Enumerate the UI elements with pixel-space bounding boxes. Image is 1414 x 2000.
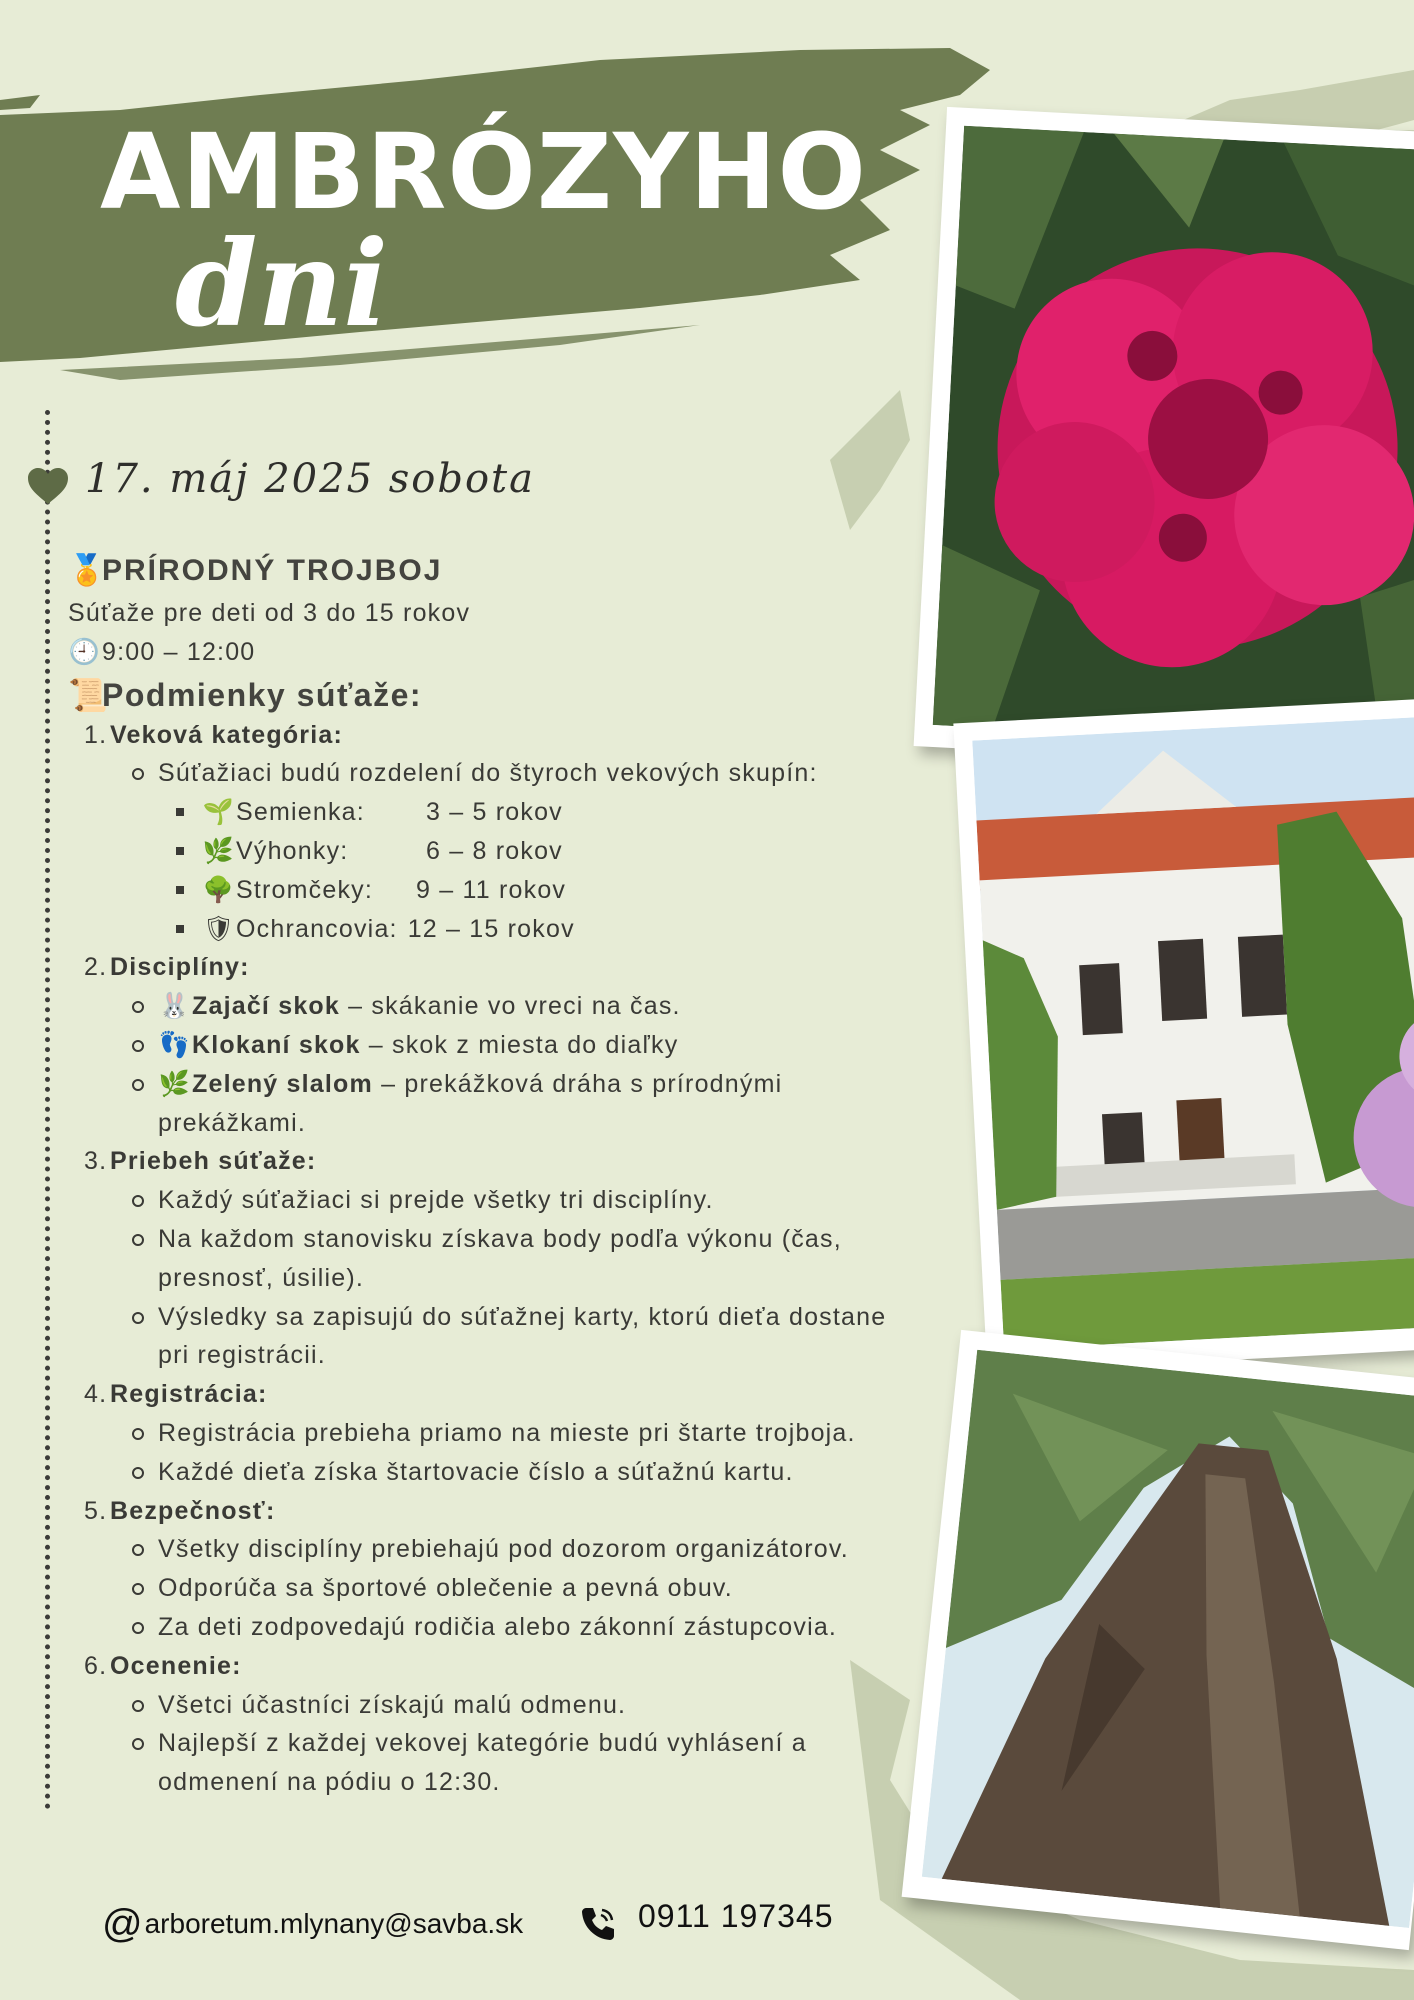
rabbit-icon: 🐰 xyxy=(158,991,192,1021)
list-item: Každé dieťa získa štartovacie číslo a súťažnú kartu. xyxy=(158,1453,928,1492)
event-date: 17. máj 2025 sobota xyxy=(85,456,535,502)
tree-icon: 🌳 xyxy=(202,874,236,904)
category-item: 🌱Semienka: 3 – 5 rokov xyxy=(202,793,928,832)
condition-registration: Registrácia: Registrácia prebieha priamo na mieste pri štarte trojboja. Každé dieťa získa štartovacie číslo a súťažnú kartu. xyxy=(90,1375,928,1491)
clock-icon: 🕘 xyxy=(68,636,102,666)
contact-email[interactable]: @arboretum.mlynany@savba.sk xyxy=(102,1902,524,1946)
scroll-icon: 📜 xyxy=(68,675,110,714)
shield-icon: 🛡 xyxy=(202,913,236,943)
condition-disciplines: Disciplíny: 🐰Zajačí skok – skákanie vo vreci na čas. 👣Klokaní skok – skok z miesta do diaľky 🌿Zelený slalom – prekážková dráha s prírodnými prekážkami. xyxy=(90,948,928,1142)
tree-trunk-photo xyxy=(902,1330,1414,1950)
herb-icon: 🌿 xyxy=(202,835,236,865)
list-item: Za deti zodpovedajú rodičia alebo zákonní zástupcovia. xyxy=(158,1608,928,1647)
list-item: Výsledky sa zapisujú do súťažnej karty, ktorú dieťa dostane pri registrácii. xyxy=(158,1298,928,1376)
page-title: AMBRÓZYHO xyxy=(100,111,867,233)
category-item: 🌳Stromčeky: 9 – 11 rokov xyxy=(202,871,928,910)
condition-safety: Bezpečnosť: Všetky disciplíny prebiehajú pod dozorom organizátorov. Odporúča sa športové oblečenie a pevná obuv. Za deti zodpovedajú rodičia alebo zákonní zástupcovia. xyxy=(90,1492,928,1647)
discipline-item: 🌿Zelený slalom – prekážková dráha s prírodnými prekážkami. xyxy=(158,1065,928,1143)
manor-house-photo xyxy=(953,697,1414,1372)
footprints-icon: 👣 xyxy=(158,1029,192,1059)
herb-icon: 🌿 xyxy=(158,1068,192,1098)
condition-age-category: Veková kategória: Súťažiaci budú rozdelení do štyroch vekových skupín: 🌱Semienka: 3 – 5 rokov 🌿Výhonky: 6 – 8 rokov 🌳Stromčeky: 9 – 11 rokov 🛡Ochrancovia: 12 – 15 rokov xyxy=(90,716,928,949)
list-item: Najlepší z každej vekovej kategórie budú vyhlásení a odmenení na pódiu o 12:30. xyxy=(158,1724,928,1802)
list-item: Odporúča sa športové oblečenie a pevná obuv. xyxy=(158,1569,928,1608)
discipline-item: 👣Klokaní skok – skok z miesta do diaľky xyxy=(158,1026,928,1065)
event-heading xyxy=(68,548,928,594)
contact-phone[interactable]: 0911 197345 xyxy=(638,1898,834,1934)
event-time-row xyxy=(68,633,928,672)
list-item: Registrácia prebieha priamo na mieste pri štarte trojboja. xyxy=(158,1414,928,1453)
list-item: Každý súťažiaci si prejde všetky tri disciplíny. xyxy=(158,1181,928,1220)
list-item: Na každom stanovisku získava body podľa výkonu (čas, presnosť, úsilie). xyxy=(158,1220,928,1298)
list-item: Všetci účastníci získajú malú odmenu. xyxy=(158,1686,928,1725)
condition-awards: Ocenenie: Všetci účastníci získajú malú odmenu. Najlepší z každej vekovej kategórie budú vyhlásení a odmenení na pódiu o 12:30. xyxy=(90,1647,928,1802)
event-title: PRÍRODNÝ TROJBOJ xyxy=(102,554,443,587)
brush-splatter-mid xyxy=(820,380,940,540)
timeline-dotted-line xyxy=(45,410,50,1810)
rhododendron-photo xyxy=(914,107,1414,773)
conditions-list xyxy=(68,716,928,1802)
list-item: Všetky disciplíny prebiehajú pod dozorom organizátorov. xyxy=(158,1530,928,1569)
event-time: 9:00 – 12:00 xyxy=(102,637,256,666)
category-item: 🛡Ochrancovia: 12 – 15 rokov xyxy=(202,910,928,949)
list-item: Súťažiaci budú rozdelení do štyroch vekových skupín: xyxy=(158,754,928,793)
event-audience: Súťaže pre deti od 3 do 15 rokov xyxy=(68,599,471,627)
conditions-heading xyxy=(68,674,928,716)
discipline-item: 🐰Zajačí skok – skákanie vo vreci na čas. xyxy=(158,987,928,1026)
medal-icon: 🏅 xyxy=(68,553,108,588)
heart-icon xyxy=(26,466,70,506)
event-details xyxy=(68,548,928,1802)
seedling-icon: 🌱 xyxy=(202,797,236,827)
phone-icon xyxy=(578,1904,618,1944)
category-item: 🌿Výhonky: 6 – 8 rokov xyxy=(202,832,928,871)
conditions-title: Podmienky súťaže: xyxy=(102,676,423,713)
at-sign-icon: @ xyxy=(102,1902,143,1946)
condition-course: Priebeh súťaže: Každý súťažiaci si prejde všetky tri disciplíny. Na každom stanovisku získava body podľa výkonu (čas, presnosť, úsilie). Výsledky sa zapisujú do súťažnej karty, ktorú dieťa dostane pri registrácii. xyxy=(90,1142,928,1375)
page-subtitle: dni xyxy=(175,214,389,353)
